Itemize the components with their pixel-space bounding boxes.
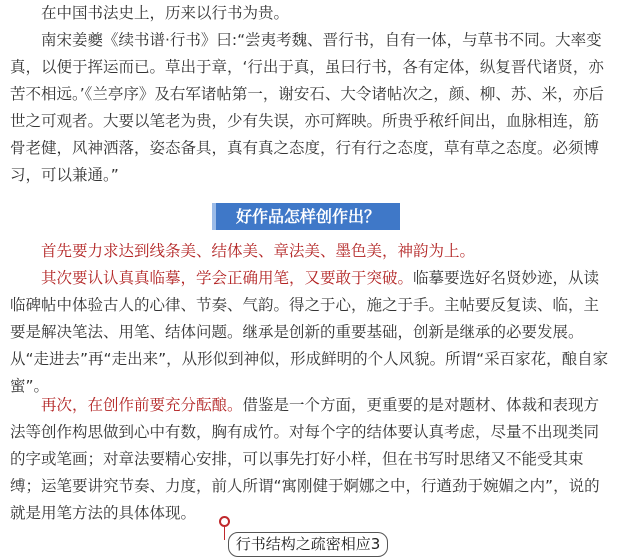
- section-heading: 好作品怎样创作出？: [216, 203, 400, 230]
- paragraph-first: [10, 238, 612, 265]
- paragraph-second-body: 临摹要选好名贤妙迹，从读临碑帖中体验古人的心律、节奏、气韵。得之于心，施之于手。主帖要反复读、临，主要是解决笔法、用笔、结体问题。继承是创新的重要基础，创新是继承的必要发展。从“走进去”再“走出来”，从形似到神似，形成鲜明的个人风貌。所谓“采百家花，酿自家蜜”。: [10, 269, 609, 395]
- highlight-second: 其次要认认真真临摹，学会正确用笔，又要敢于突破。: [41, 269, 414, 287]
- paragraph-third-body: 借鉴是一个方面，更重要的是对题材、体裁和表现方法等创作构思做到心中有数，胸有成竹。对每个字的结体要认真考虑，尽量不出现类同的字或笔画；对章法要精心安排，可以事先打好小样，但在书写时思绪又不能受其束缚；运笔要讲究节奏、力度，前人所谓“寓刚健于婀娜之中，行遒劲于婉媚之内”，说的就是用笔方法的具体体现。: [10, 396, 600, 522]
- highlight-first: 首先要力求达到线条美、结体美、章法美、墨色美，神韵为上。: [41, 242, 476, 260]
- intro-quote-paragraph: 南宋姜夔《续书谱·行书》曰:“尝夷考魏、晋行书，自有一体，与草书不同。大率变真，以便于挥运而已。草出于章，‘行出于真，虽曰行书，各有定体，纵复晋代诸贤，亦苦不相远。’《兰亭序》及右军诸帖第一，谢安石、大令诸帖次之，颜、柳、苏、米，亦后世之可观者。大要以笔老为贵，少有失误，亦可辉映。所贵乎秾纤间出，血脉相连，筋骨老健，风神洒落，姿态备具，真有真之态度，行有行之态度，草有草之态度。必须博习，可以兼通。”: [10, 31, 604, 184]
- caption-marker-line: [224, 526, 225, 540]
- highlight-third: 再次，在创作前要充分酝酿。: [41, 396, 243, 414]
- image-caption: 行书结构之疏密相应3: [228, 532, 388, 557]
- paragraph-second: [10, 265, 612, 400]
- intro-line: 在中国书法史上，历来以行书为贵。: [41, 4, 290, 22]
- paragraph-third: [10, 392, 612, 527]
